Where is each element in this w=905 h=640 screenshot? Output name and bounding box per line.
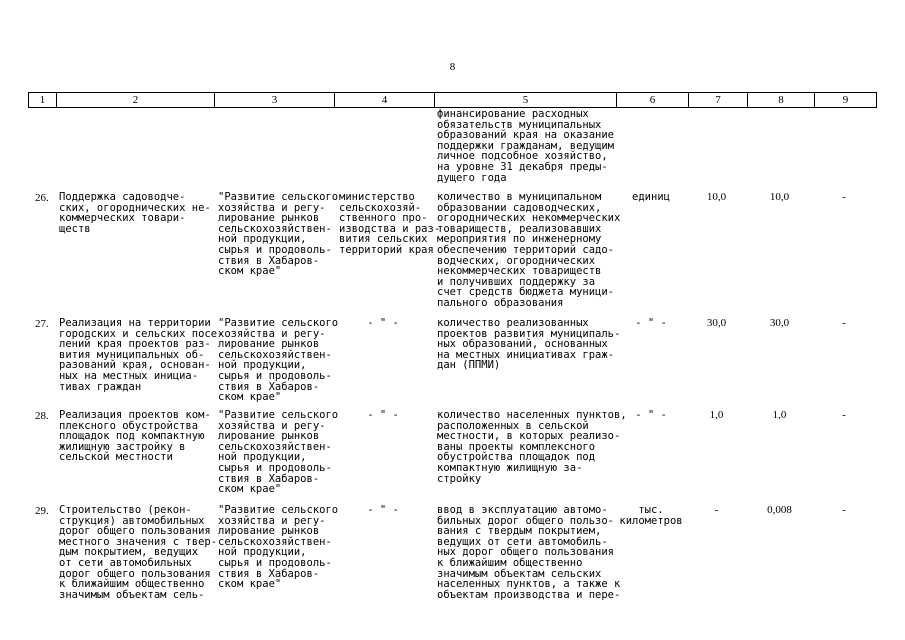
row-number: 28. [35,410,49,422]
value-col-9: - [842,191,846,203]
row-number: 27. [35,318,49,330]
executor: - " - [367,409,399,421]
value-col-8: 10,0 [769,191,790,203]
column-header-7: 7 [688,93,747,107]
column-header-9: 9 [814,93,876,107]
program-name: "Развитие сельского хозяйства и регу- лирование рынков сельскохозяйствен- ной продукции, сырья и продоволь- ствия в Хабаров- ском крае" [218,191,339,278]
value-col-8: 0,008 [767,504,792,516]
column-header-2: 2 [56,93,214,107]
event-name: Строительство (рекон- струкция) автомобильных дорог общего пользования местного значения с твер- дым покрытием, ведущих от сети автомобильных дорог общего пользования к ближайшим общественно значимым объектам сель- [59,504,218,601]
event-name: Реализация на территории городских и сельских посе- лений края проектов раз- вития муниципальных об- разований края, основан- ных на местных инициа- тивах граждан [59,317,224,393]
indicator: количество в муниципальном образовании садоводческих, огороднических некоммерческих товариществ, реализовавших мероприятия по инженерному обеспечению территорий садо- водческих, огороднических некоммерческих товариществ и получивших поддержку за счет средств бюджета муници- пального образования [437,191,621,309]
page-number: 8 [449,61,456,73]
executor: министерство сельскохозяй- ственного про- изводства и раз- вития сельских территорий края [339,191,441,256]
continuation-indicator-text: финансирование расходных обязательств муниципальных образований края на оказание поддержки гражданам, ведущим личное подсобное хозяйство, на уровне 31 декабря преды- дущего года [437,108,615,184]
program-name: "Развитие сельского хозяйства и регу- лирование рынков сельскохозяйствен- ной продукции, сырья и продоволь- ствия в Хабаров- ском крае" [218,317,339,404]
executor: - " - [367,504,399,516]
indicator: количество реализованных проектов развития муниципаль- ных образований, основанных на местных инициативах граж- дан (ППМИ) [437,317,621,372]
value-col-7: 1,0 [709,409,724,421]
unit: - " - [635,409,667,421]
event-name: Поддержка садоводче- ских, огороднических не- коммерческих товари- ществ [59,191,211,235]
program-name: "Развитие сельского хозяйства и регу- лирование рынков сельскохозяйствен- ной продукции, сырья и продоволь- ствия в Хабаров- ском крае" [218,409,339,496]
column-header-4: 4 [334,93,434,107]
value-col-8: 1,0 [772,409,787,421]
value-col-8: 30,0 [769,317,790,329]
value-col-7: 30,0 [706,317,727,329]
unit: тыс. километров [619,504,683,527]
executor: - " - [367,317,399,329]
row-number: 29. [35,505,49,517]
value-col-9: - [842,317,846,329]
indicator: количество населенных пунктов, расположенных в сельской местности, в которых реализо- ваны проекты комплексного обустройства площадок под компактную жилищную за- стройку [437,409,627,485]
column-header-6: 6 [616,93,688,107]
column-header-3: 3 [214,93,334,107]
row-number: 26. [35,192,49,204]
unit: единиц [632,191,670,203]
column-header-8: 8 [747,93,814,107]
value-col-7: - [714,504,719,516]
indicator: ввод в эксплуатацию автомо- бильных дорог общего пользо- вания с твердым покрытием, ведущих от сети автомобиль- ных дорог общего пользования к ближайшим общественно значимым объектам сельских населенных пунктов, а также к объектам производства и пере- [437,504,621,601]
unit: - " - [635,317,667,329]
value-col-7: 10,0 [706,191,727,203]
event-name: Реализация проектов ком- плексного обустройства площадок под компактную жилищную застройку в сельской местности [59,409,211,464]
value-col-9: - [842,409,846,421]
column-header-5: 5 [434,93,616,107]
value-col-9: - [842,504,846,516]
column-header-1: 1 [39,94,46,106]
program-name: "Развитие сельского хозяйства и регу- лирование рынков сельскохозяйствен- ной продукции, сырья и продоволь- ствия в Хабаров- ском крае" [218,504,339,591]
table-header-row [28,92,877,108]
